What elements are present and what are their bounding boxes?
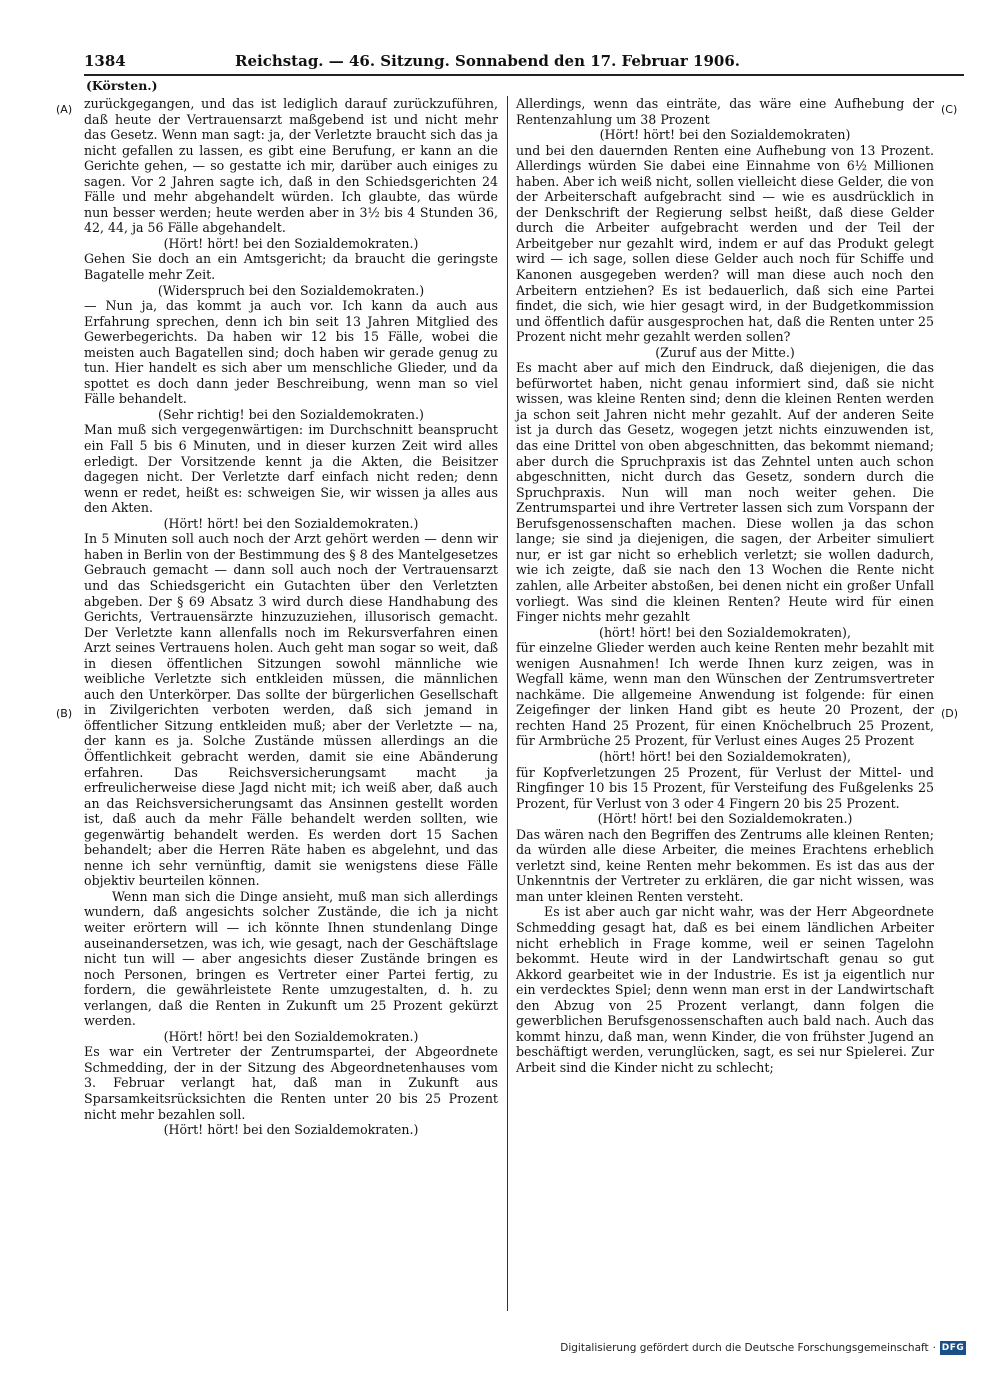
interjection: (Sehr richtig! bei den Sozialdemokraten.) <box>158 406 424 422</box>
paragraph: für einzelne Glieder werden auch keine Renten mehr bezahlt mit wenigen Ausnahmen! Ich werde Ihnen kurz zeigen, was in Wegfall käme, wenn man den Wünschen der Zentrumsvertreter nachkäme. Die allgemeine Anwendung ist folgende: für einen Zeigefinger der linken Hand gibt es heute 20 Prozent, der rechten Hand 25 Prozent, für einen Knöchelbruch 25 Prozent, für Armbrüche 25 Prozent, für Verlust eines Auges 25 Prozent <box>516 640 934 749</box>
paragraph: Das wären nach den Begriffen des Zentrums alle kleinen Renten; da würden alle diese Arbeiter, die meines Erachtens erheblich verletzt sind, keine Renten mehr bekommen. Es ist das aus der Unkenntnis der Vertreter zu erklären, die gar nicht wissen, was man unter kleinen Renten versteht. <box>516 826 934 904</box>
running-title: Reichstag. — 46. Sitzung. Sonnabend den 17. Februar 1906. <box>234 52 740 70</box>
interjection: (Hört! hört! bei den Sozialdemokraten.) <box>597 811 853 827</box>
interjection: (hört! hört! bei den Sozialdemokraten), <box>599 748 851 764</box>
page-number: 1384 <box>84 52 126 70</box>
paragraph: In 5 Minuten soll auch noch der Arzt gehört werden — denn wir haben in Berlin von der Bestimmung des § 8 des Mantelgesetzes Gebrauch gemacht — dann soll auch noch der Vertrauensarzt und das Schiedsgericht ein Gutachten über den Verletzten abgeben. Der § 69 Absatz 3 wird durch diese Handhabung des Gerichts, Vertrauensärzte hinzuzuziehen, illusorisch gemacht. Der Verletzte kann allenfalls noch im Rekursverfahren einen Arzt seines Vertrauens holen. Auch geht man sogar so weit, daß in diesen öffentlichen Sitzungen sowohl männliche wie weibliche Verletzte sich entkleiden müssen, die männlichen auch den Unterkörper. Das sollte der bürgerlichen Gesellschaft in Zivilgerichten verboten werden, daß sich jemand in öffentlicher Sitzung entkleiden muß; aber der Verletzte — na, der kann es ja. Solche Zustände müssen allerdings an die Öffentlichkeit gebracht werden, damit sie eine Abänderung erfahren. Das Reichsversicherungsamt macht ja erfreulicherweise diese Jagd nicht mit; ich weiß aber, daß auch an das Reichsversicherungsamt das Ansinnen gestellt worden ist, daß auch da mehr Fälle behandelt werden sollten, wie gegenwärtig behandelt werden. Es werden dort 15 Sachen behandelt; aber die Herren Räte haben es abgelehnt, und das nenne ich sehr vernünftig, damit sie wenigstens diese Fälle objektiv beurteilen können. <box>84 531 498 889</box>
page-header <box>84 52 740 74</box>
interjection: (Widerspruch bei den Sozialdemokraten.) <box>157 282 425 298</box>
paragraph: — Nun ja, das kommt ja auch vor. Ich kann da auch aus Erfahrung sprechen, denn ich bin seit 13 Jahren Mitglied des Gewerbegerichts. Da haben wir 12 bis 15 Fälle, wobei die meisten auch Bagatellen sind; doch haben wir gerade genug zu tun. Hier handelt es sich aber um menschliche Glieder, und da spottet es doch dann jeder Beschreibung, wenn man so viel Fälle behandelt. <box>84 298 498 407</box>
margin-marker-d: (D) <box>941 707 959 720</box>
paragraph: Es ist aber auch gar nicht wahr, was der Herr Abgeordnete Schmedding gesagt hat, daß es bei einem ländlichen Arbeiter nicht erheblich in Frage komme, weil er seinen Tagelohn bekommt. Heute wird in der Landwirtschaft genau so gut Akkord gearbeitet wie in der Industrie. Es ist ja eigentlich nur ein verdecktes Spiel; denn wenn man erst in der Landwirtschaft den Abzug von 25 Prozent verlangt, dann folgen die gewerblichen Berufsgenossenschaften auch bald nach. Auch das kommt hinzu, daß man, wenn Kinder, die von frühster Jugend an beschäftigt werden, verunglücken, sagt, es sei nur Spielerei. Zur Arbeit sind die Kinder nicht zu schlecht; <box>516 904 934 1075</box>
paragraph: Es macht aber auf mich den Eindruck, daß diejenigen, die das befürwortet haben, nicht genau informiert sind, daß sie nicht wissen, was kleine Renten sind; denn die kleinen Renten werden ja schon seit Jahren nicht mehr gezahlt. Auf der anderen Seite ist ja durch das Gesetz, wogegen jetzt nichts einzuwenden ist, das eine Drittel von oben abgeschnitten, das bekommt niemand; aber durch die Spruchpraxis ist das Zehntel unten auch schon abgeschnitten, nicht durch das Gesetz, sondern durch die Spruchpraxis. Nun will man noch weiter gehen. Die Zentrumspartei und ihre Vertreter lassen sich zum Vorspann der Berufsgenossenschaften machen. Diese wollen ja das schon lange; sie sind ja diejenigen, die sagen, der Arbeiter simuliert nur, er ist gar nicht so erheblich verletzt; sie wollen dadurch, wie ich zeigte, daß sie nach den 13 Wochen die Rente nicht zahlen, alle Arbeiter abstoßen, bei denen nicht ein großer Unfall vorliegt. Was sind die kleinen Renten? Heute wird für einen Finger nichts mehr gezahlt <box>516 360 934 625</box>
speaker-name: (Körsten.) <box>86 78 158 93</box>
paragraph: Gehen Sie doch an ein Amtsgericht; da braucht die geringste Bagatelle mehr Zeit. <box>84 251 498 283</box>
interjection: (hört! hört! bei den Sozialdemokraten), <box>599 624 851 640</box>
dfg-logo: DFG <box>941 1343 965 1353</box>
paragraph: Man muß sich vergegenwärtigen: im Durchschnitt beansprucht ein Fall 5 bis 6 Minuten, und in dieser kurzen Zeit wird alles erledigt. Der Vorsitzende kennt ja die Akten, die Beisitzer dagegen nicht. Der Verletzte darf einfach nicht reden; denn wenn er redet, heißt es: schweigen Sie, wir wissen ja alles aus den Akten. <box>84 422 498 516</box>
interjection: (Hört! hört! bei den Sozialdemokraten.) <box>163 1122 419 1138</box>
footer-credit: Digitalisierung gefördert durch die Deutsche Forschungsgemeinschaft <box>560 1342 929 1354</box>
margin-marker-a: (A) <box>56 103 73 116</box>
interjection: (Hört! hört! bei den Sozialdemokraten) <box>599 127 851 143</box>
footer <box>560 1341 966 1355</box>
dot-separator: · <box>932 1342 936 1354</box>
right-column <box>516 96 934 1075</box>
paragraph: für Kopfverletzungen 25 Prozent, für Verlust der Mittel- und Ringfinger 10 bis 15 Prozent, für Versteifung des Fußgelenks 25 Prozent, für Verlust von 3 oder 4 Fingern 20 bis 25 Prozent. <box>516 764 934 811</box>
margin-marker-c: (C) <box>941 103 958 116</box>
paragraph: und bei den dauernden Renten eine Aufhebung von 13 Prozent. Allerdings würden Sie dabei eine Einnahme von 6½ Millionen haben. Aber ich weiß nicht, sollen vielleicht diese Gelder, die von der Arbeiterschaft aufgebracht sind — wie es ausdrücklich in der Denkschrift der Regierung selbst heißt, daß diese Gelder durch die Arbeiter aufgebracht werden und der Teil der Arbeitgeber nur gezahlt wird, indem er auf das Produkt gelegt wird — ich sage, sollen diese Gelder auch noch für Schiffe und Kanonen ausgegeben werden? will man diese auch noch den Arbeitern entziehen? Es ist bedauerlich, daß sich eine Partei findet, die sich, wie hier gesagt wird, in der Budgetkommission und öffentlich dafür ausgesprochen hat, daß die Renten unter 25 Prozent nicht mehr gezahlt werden sollen? <box>516 142 934 345</box>
interjection: (Hört! hört! bei den Sozialdemokraten.) <box>163 515 419 531</box>
paragraph: Allerdings, wenn das einträte, das wäre eine Aufhebung der Rentenzahlung um 38 Prozent <box>516 96 934 127</box>
interjection: (Hört! hört! bei den Sozialdemokraten.) <box>163 1028 419 1044</box>
paragraph: Es war ein Vertreter der Zentrumspartei, der Abgeordnete Schmedding, der in der Sitzung des Abgeordnetenhauses vom 3. Februar verlangt hat, daß man in Zukunft aus Sparsamkeitsrücksichten die Renten unter 20 bis 25 Prozent nicht mehr bezahlen soll. <box>84 1044 498 1122</box>
interjection: (Hört! hört! bei den Sozialdemokraten.) <box>163 235 419 251</box>
left-column <box>84 96 498 1138</box>
margin-marker-b: (B) <box>56 707 73 720</box>
interjection: (Zuruf aus der Mitte.) <box>655 344 795 360</box>
paragraph: Wenn man sich die Dinge ansieht, muß man sich allerdings wundern, daß angesichts solcher Zustände, die ich ja nicht weiter erörtern will — ich könnte Ihnen stundenlang Dinge auseinandersetzen, was ich, wie gesagt, nach der Geschäftslage nicht tun will — aber angesichts dieser Zustände bringen es noch Personen, bringen es Vertreter einer Partei fertig, zu fordern, die gewährleistete Rente umzugestalten, d. h. zu verlangen, daß die Renten in Zukunft um 25 Prozent gekürzt werden. <box>84 888 498 1029</box>
header-rule <box>84 74 964 76</box>
column-divider <box>507 96 508 1311</box>
paragraph: zurückgegangen, und das ist lediglich darauf zurückzuführen, daß heute der Vertrauensarzt maßgebend ist und nicht mehr das Gesetz. Wenn man sagt: ja, der Verletzte braucht sich das ja nicht gefallen zu lassen, es gibt eine Berufung, er kann an die Gerichte gehen, — so gestatte ich mir, darüber auch einiges zu sagen. Vor 2 Jahren sagte ich, daß in den Schiedsgerichten 24 Fälle und mehr abgehandelt würden. Ich glaubte, das würde nun besser werden; heute werden aber in 3½ bis 4 Stunden 36, 42, 44, ja 56 Fälle abgehandelt. <box>84 96 498 236</box>
